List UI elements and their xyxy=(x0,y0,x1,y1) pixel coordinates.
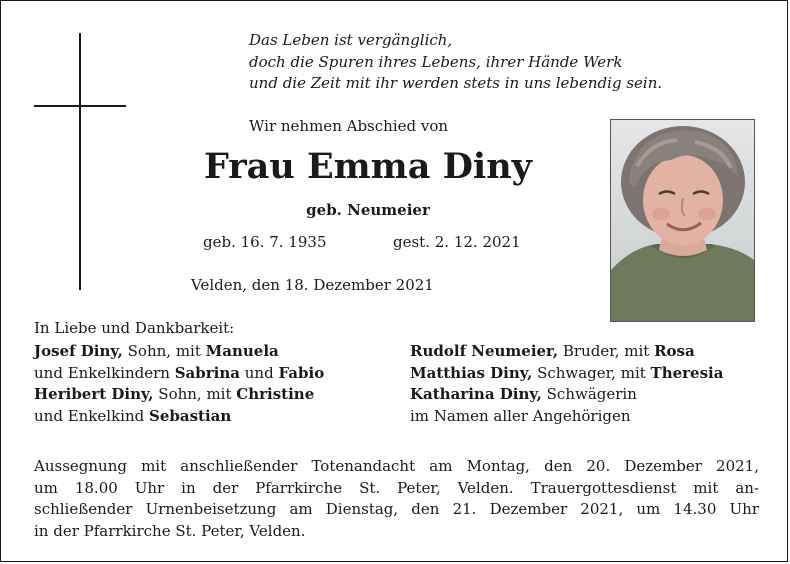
service-information xyxy=(34,456,759,542)
mourners-right-column xyxy=(410,341,770,427)
portrait-photo xyxy=(610,119,755,322)
mourner-line: Katharina Diny, Schwägerin xyxy=(410,385,637,403)
mourner-line: und Enkelkindern Sabrina und Fabio xyxy=(34,363,325,382)
cross-horizontal-bar xyxy=(34,105,126,107)
mourner-line: im Namen aller Angehörigen xyxy=(410,406,631,425)
cross-vertical-bar xyxy=(79,33,81,290)
service-line: in der Pfarrkirche St. Peter, Velden. xyxy=(34,521,306,540)
place-and-date: Velden, den 18. Dezember 2021 xyxy=(191,276,434,294)
farewell-text: Wir nehmen Abschied von xyxy=(249,117,449,135)
quote-line: Das Leben ist vergänglich, xyxy=(249,31,453,49)
service-line: schließender Urnenbeisetzung am Dienstag, den 21. Dezember 2021, um 14.30 Uhr xyxy=(34,500,759,518)
mourner-line: und Enkelkind Sebastian xyxy=(34,406,232,425)
mourner-line: Matthias Diny, Schwager, mit Theresia xyxy=(410,363,724,382)
birth-date: geb. 16. 7. 1935 xyxy=(203,233,327,251)
service-line: um 18.00 Uhr in der Pfarrkirche St. Peter, Velden. Trauergottesdienst mit an- xyxy=(34,478,759,497)
death-date: gest. 2. 12. 2021 xyxy=(393,233,521,251)
thanks-heading: In Liebe und Dankbarkeit: xyxy=(34,319,235,337)
mourner-line: Heribert Diny, Sohn, mit Christine xyxy=(34,385,315,403)
maiden-name: geb. Neumeier xyxy=(306,201,430,219)
portrait-image xyxy=(611,120,754,321)
quote-line: und die Zeit mit ihr werden stets in uns lebendig sein. xyxy=(249,74,663,92)
mourner-line: Josef Diny, Sohn, mit Manuela xyxy=(34,342,279,360)
mourner-line: Rudolf Neumeier, Bruder, mit Rosa xyxy=(410,342,695,360)
service-line: Aussegnung mit anschließender Totenandacht am Montag, den 20. Dezember 2021, xyxy=(34,457,759,475)
quote-line: doch die Spuren ihres Lebens, ihrer Hände Werk xyxy=(249,52,623,71)
deceased-name: Frau Emma Diny xyxy=(203,146,533,187)
memorial-quote xyxy=(249,30,759,95)
mourners-left-column xyxy=(34,341,394,427)
